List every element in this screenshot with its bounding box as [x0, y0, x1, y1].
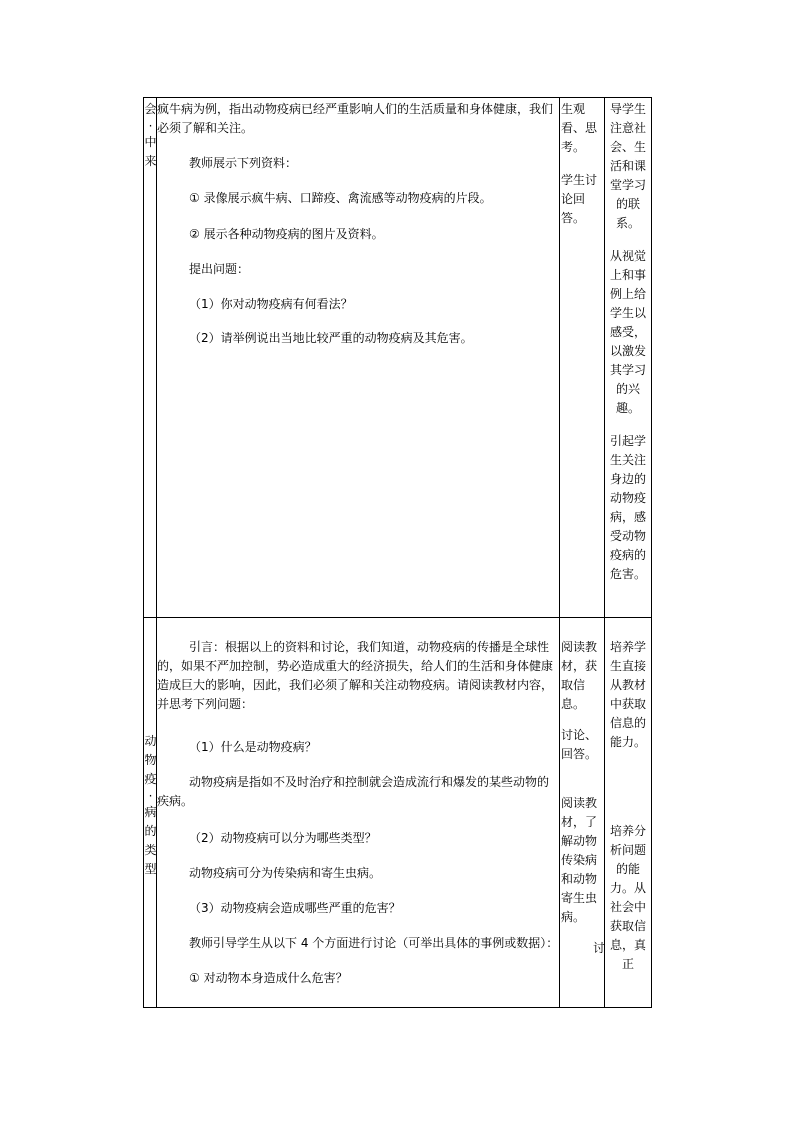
section1-teacher-activity [157, 100, 559, 138]
section1-intent-text: 引起学生关注身边的动物疫病，感受动物疫病的危害。 [609, 434, 646, 581]
section2-paragraph: ① 对动物本身造成什么危害？ [189, 971, 348, 985]
section1-paragraph: 提出问题： [189, 262, 250, 276]
table-border-top [143, 97, 652, 98]
section2-intent-text: 培养分析问题的能力。从社会中获取信息，真正 [609, 824, 646, 971]
section2-paragraph: 引言：根据以上的资料和讨论，我们知道，动物疫病的传播是全球性的，如果不严加控制，势必造成重大的经济损失，给人们的生活和身体健康造成巨大的影响，因此，我们必须了解和关注动物疫病。请阅读教材内容，并思考下列问题： [157, 640, 554, 711]
section2-student-text: 讨论、回答。 [561, 728, 598, 761]
table-col-divider-2 [559, 97, 560, 1008]
section1-paragraph: ② 展示各种动物疫病的图片及资料。 [189, 227, 384, 241]
section2-student-activity [561, 638, 605, 958]
table-border-middle [143, 617, 652, 618]
section2-stage-char: 类 [144, 843, 157, 857]
section2-stage-char: · [148, 789, 153, 803]
section1-stage-label [144, 100, 157, 171]
section2-paragraph: （1）什么是动物疫病？ [189, 740, 317, 754]
section1-intent-text: 从视觉上和事例上给学生以感受，以激发其学习的兴趣。 [609, 249, 646, 415]
section2-paragraph: （2）动物疫病可以分为哪些类型？ [189, 831, 377, 845]
section1-stage-char: · [148, 119, 153, 133]
table-border-right [651, 97, 652, 1008]
section2-stage-char: 的 [144, 824, 157, 838]
section1-design-intent [606, 100, 650, 584]
table-border-bottom [143, 1007, 652, 1008]
section1-stage-char: 中 [144, 135, 157, 149]
section1-student-text: 生观看、思考。 [561, 102, 598, 154]
section2-student-text: 阅读教材，获取信息。 [561, 640, 598, 711]
section2-teacher-activity [157, 638, 559, 714]
section2-stage-label [144, 732, 157, 879]
section1-paragraph: （1）你对动物疫病有何看法？ [189, 297, 353, 311]
section2-student-text: 讨 [592, 941, 605, 955]
section2-stage-char: 动 [144, 734, 157, 748]
section1-paragraph: （2）请举例说出当地比较严重的动物疫病及其危害。 [189, 331, 473, 345]
section2-paragraph: （3）动物疫病会造成哪些严重的危害？ [189, 901, 401, 915]
section2-design-intent [606, 638, 650, 974]
section2-definition [157, 773, 559, 811]
section2-stage-char: 病 [144, 805, 157, 819]
section2-stage-char: 型 [144, 862, 157, 876]
section2-paragraph: 动物疫病可分为传染病和寄生虫病。 [189, 866, 382, 880]
section2-intent-text: 培养学生直接从教材中获取信息的能力。 [609, 640, 646, 749]
section1-student-text: 学生讨论回答。 [561, 173, 598, 225]
section2-student-text: 阅读教材，了解动物传染病和动物寄生虫病。 [561, 796, 598, 924]
section2-stage-char: 物 [144, 753, 157, 767]
section1-student-activity [561, 100, 605, 228]
section2-paragraph: 动物疫病是指如不及时治疗和控制就会造成流行和爆发的某些动物的疾病。 [157, 775, 550, 808]
section2-paragraph: 教师引导学生从以下 4 个方面进行讨论（可举出具体的事例或数据）： [189, 936, 559, 950]
section1-paragraph: ① 录像展示疯牛病、口蹄疫、禽流感等动物疫病的片段。 [189, 191, 492, 205]
section1-paragraph: 疯牛病为例，指出动物疫病已经严重影响人们的生活质量和身体健康，我们必须了解和关注。 [157, 102, 554, 135]
section1-stage-char: 来 [144, 154, 157, 168]
section1-stage-char: 会 [144, 102, 157, 116]
section1-paragraph: 教师展示下列资料： [189, 156, 298, 170]
section2-stage-char: 疫 [144, 772, 157, 786]
section1-intent-text: 导学生注意社会、生活和课堂学习的联系。 [609, 102, 646, 230]
